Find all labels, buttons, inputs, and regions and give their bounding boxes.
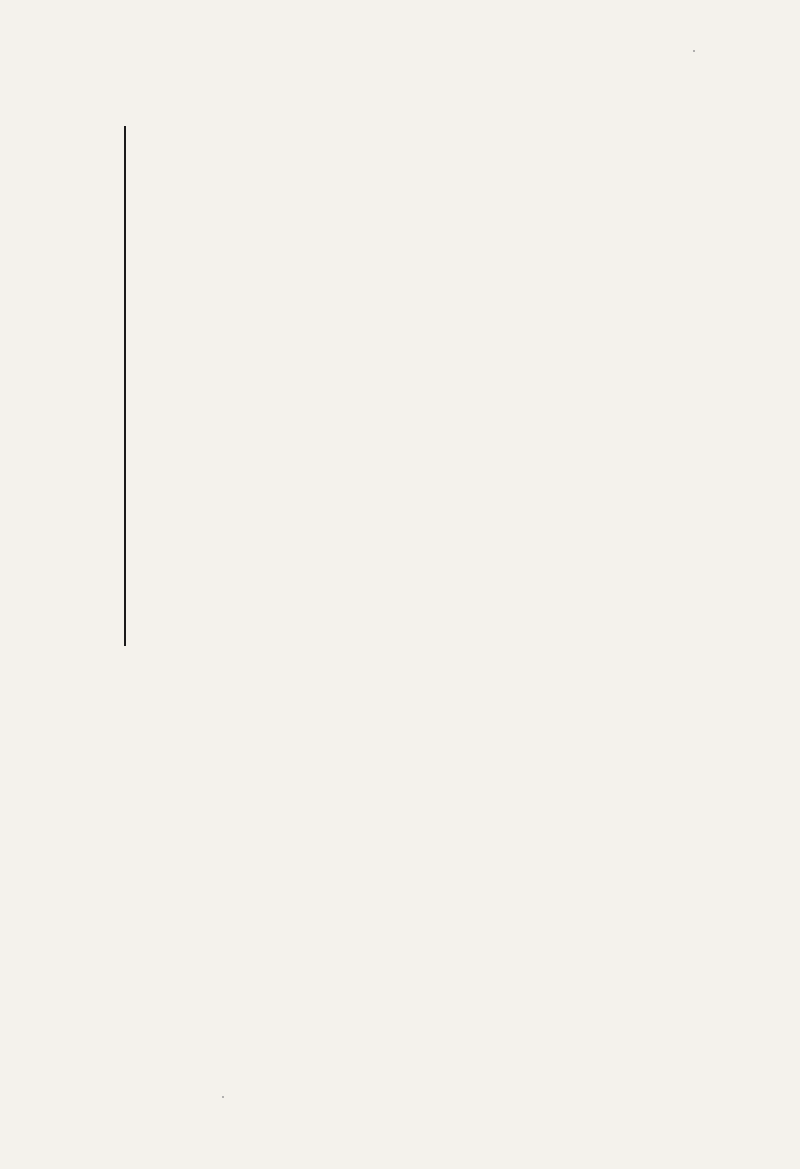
footnote-separator-rule: [124, 126, 126, 646]
paper-speck: [222, 1096, 224, 1098]
paper-speck: [693, 50, 695, 52]
